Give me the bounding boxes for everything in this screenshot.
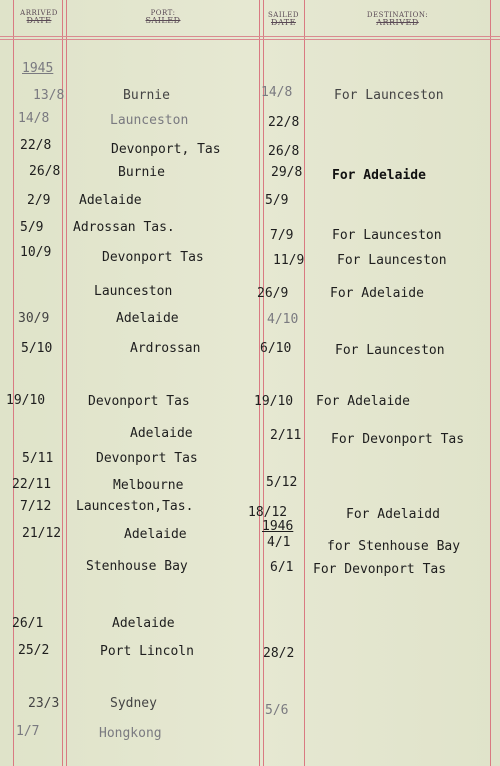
sailed-date: 11/9 (273, 253, 305, 268)
destination: For Launceston (337, 253, 447, 268)
sailed-date: 22/8 (268, 115, 300, 130)
port-name: Adelaide (112, 616, 175, 631)
arrived-date: 1/7 (16, 724, 40, 739)
arrived-date: 19/10 (6, 393, 46, 408)
rule-port-right-a (259, 0, 260, 766)
header-port: PORT: SAILED (145, 9, 181, 25)
destination: for Stenhouse Bay (327, 539, 461, 554)
sailed-date: 26/8 (268, 144, 300, 159)
sailed-date: 28/2 (263, 646, 295, 661)
sailed-date: 18/12 (248, 505, 288, 520)
arrived-date: 30/9 (18, 311, 50, 326)
arrived-date: 10/9 (20, 245, 52, 260)
rule-left (13, 0, 14, 766)
port-name: Devonport Tas (102, 250, 204, 265)
sailed-date: 7/9 (270, 228, 294, 243)
destination: For Launceston (335, 343, 445, 358)
rule-header-a (0, 36, 500, 37)
port-name: Adelaide (130, 426, 193, 441)
sailed-date: 2/11 (270, 428, 302, 443)
header-sailed: SAILED DATE (268, 11, 299, 27)
arrived-date: 26/8 (29, 164, 61, 179)
port-name: Launceston (110, 113, 189, 128)
sailed-date: 5/12 (266, 475, 298, 490)
port-name: Adrossan Tas. (73, 220, 175, 235)
destination: For Devonport Tas (313, 562, 447, 577)
arrived-date: 2/9 (27, 193, 51, 208)
sailed-date: 26/9 (257, 286, 289, 301)
rule-arrived-right-b (66, 0, 67, 766)
rule-right (490, 0, 491, 766)
sailed-date: 5/9 (265, 193, 289, 208)
rule-sailed-right (304, 0, 305, 766)
arrived-date: 26/1 (12, 616, 44, 631)
year-1945: 1945 (22, 61, 54, 76)
arrived-date: 22/8 (20, 138, 52, 153)
year-1946: 1946 (262, 519, 294, 534)
header-destination: DESTINATION: ARRIVED (366, 11, 429, 27)
port-name: Burnie (123, 88, 170, 103)
sailed-date: 6/10 (260, 341, 292, 356)
port-name: Adelaide (124, 527, 187, 542)
port-name: Devonport, Tas (111, 142, 221, 157)
destination: For Adelaide (316, 394, 410, 409)
arrived-date: 22/11 (12, 477, 52, 492)
sailed-date: 4/1 (267, 535, 291, 550)
arrived-date: 23/3 (28, 696, 60, 711)
port-name: Sydney (110, 696, 157, 711)
rule-header-b (0, 39, 500, 40)
arrived-date: 5/11 (22, 451, 54, 466)
port-name: Stenhouse Bay (86, 559, 188, 574)
destination: For Adelaidd (346, 507, 440, 522)
port-name: Devonport Tas (88, 394, 190, 409)
arrived-date: 5/10 (21, 341, 53, 356)
port-name: Melbourne (113, 478, 184, 493)
port-name: Launceston (94, 284, 173, 299)
port-name: Burnie (118, 165, 165, 180)
rule-arrived-right-a (62, 0, 63, 766)
port-name: Adelaide (79, 193, 142, 208)
header-arrived: ARRIVED DATE (20, 9, 58, 25)
destination: For Launceston (332, 228, 442, 243)
destination: For Devonport Tas (331, 432, 465, 447)
port-name: Ardrossan (130, 341, 201, 356)
sailed-date: 29/8 (271, 165, 303, 180)
sailed-date: 19/10 (254, 394, 294, 409)
arrived-date: 21/12 (22, 526, 62, 541)
port-name: Launceston,Tas. (76, 499, 194, 514)
port-name: Port Lincoln (100, 644, 194, 659)
destination: For Adelaide (332, 168, 426, 183)
sailed-date: 4/10 (267, 312, 299, 327)
port-name: Adelaide (116, 311, 179, 326)
arrived-date: 13/8 (33, 88, 65, 103)
sailed-date: 14/8 (261, 85, 293, 100)
sailed-date: 6/1 (270, 560, 294, 575)
destination: For Launceston (334, 88, 444, 103)
port-name: Hongkong (99, 726, 162, 741)
arrived-date: 7/12 (20, 499, 52, 514)
sailed-date: 5/6 (265, 703, 289, 718)
arrived-date: 14/8 (18, 111, 50, 126)
destination: For Adelaide (330, 286, 424, 301)
arrived-date: 25/2 (18, 643, 50, 658)
port-name: Devonport Tas (96, 451, 198, 466)
arrived-date: 5/9 (20, 220, 44, 235)
